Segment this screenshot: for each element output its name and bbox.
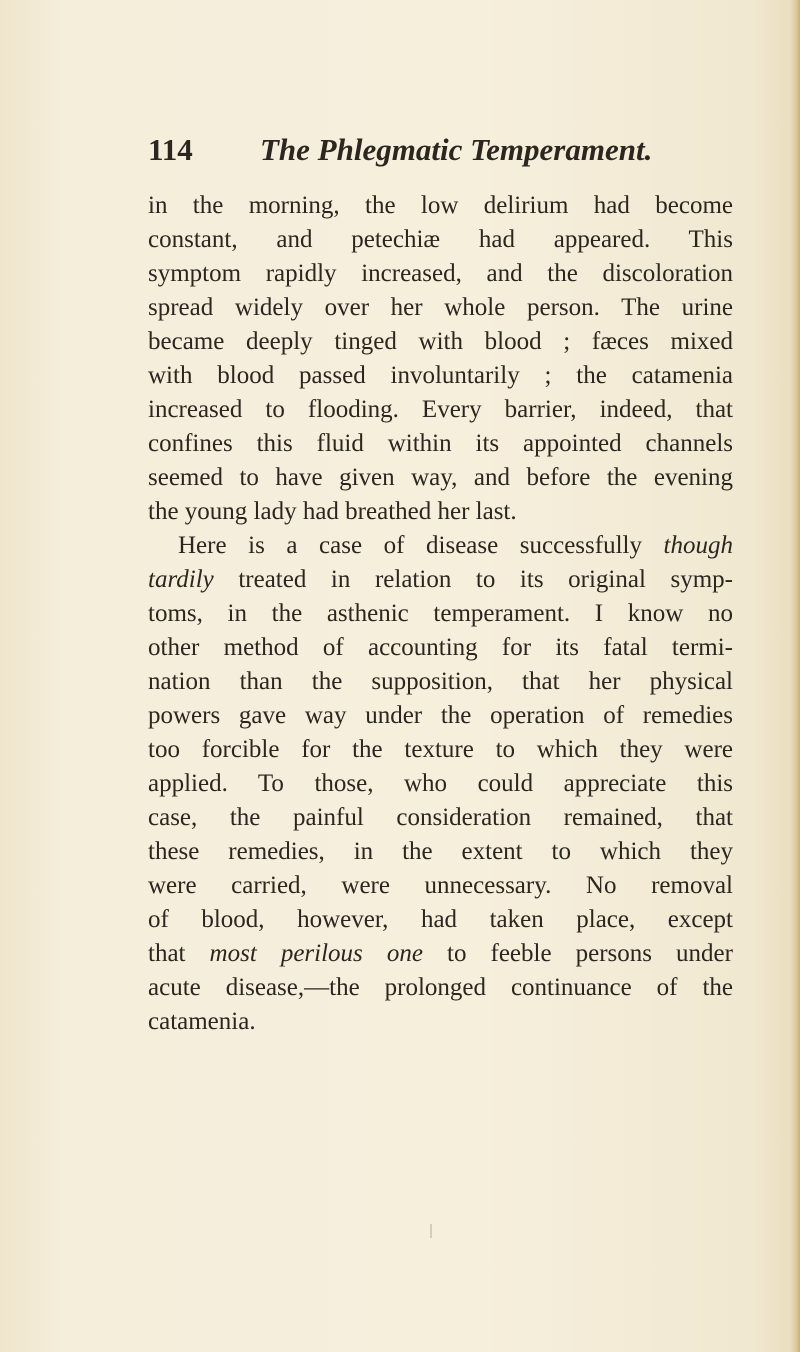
text-line: nation than the supposition, that her physical — [148, 668, 733, 695]
text-line: powers gave way under the operation of remedies — [148, 702, 733, 729]
text-line: were carried, were unnecessary. No removal — [148, 872, 733, 899]
paper-blemish — [430, 1224, 432, 1238]
body-text — [148, 189, 733, 1039]
text-line: in the morning, the low delirium had become — [148, 192, 733, 219]
text-line: seemed to have given way, and before the evening — [148, 464, 733, 491]
text-line: these remedies, in the extent to which they — [148, 838, 733, 865]
text-line: that most perilous one to feeble persons under — [148, 940, 733, 967]
text-line: toms, in the asthenic temperament. I know no — [148, 600, 733, 627]
text-line: spread widely over her whole person. The urine — [148, 294, 733, 321]
text-line: of blood, however, had taken place, except — [148, 906, 733, 933]
text-line: became deeply tinged with blood ; fæces mixed — [148, 328, 733, 355]
text-line: too forcible for the texture to which they were — [148, 736, 733, 763]
paragraph-start-line: Here is a case of disease successfully though — [178, 532, 733, 559]
page-edge — [790, 0, 800, 1352]
text-line: other method of accounting for its fatal termi- — [148, 634, 733, 661]
text-line: tardily treated in relation to its original symp- — [148, 566, 733, 593]
paragraph-end-line: the young lady had breathed her last. — [148, 498, 517, 525]
text-line: increased to flooding. Every barrier, indeed, that — [148, 396, 733, 423]
text-line: with blood passed involuntarily ; the catamenia — [148, 362, 733, 389]
text-line: case, the painful consideration remained, that — [148, 804, 733, 831]
paragraph-end-line: catamenia. — [148, 1008, 256, 1035]
text-line: applied. To those, who could appreciate this — [148, 770, 733, 797]
running-head — [148, 130, 708, 170]
text-line: confines this fluid within its appointed channels — [148, 430, 733, 457]
text-line: acute disease,—the prolonged continuance of the — [148, 974, 733, 1001]
text-line: constant, and petechiæ had appeared. This — [148, 226, 733, 253]
running-title: The Phlegmatic Temperament. — [260, 132, 653, 167]
page-number: 114 — [148, 132, 193, 167]
text-line: symptom rapidly increased, and the discoloration — [148, 260, 733, 287]
